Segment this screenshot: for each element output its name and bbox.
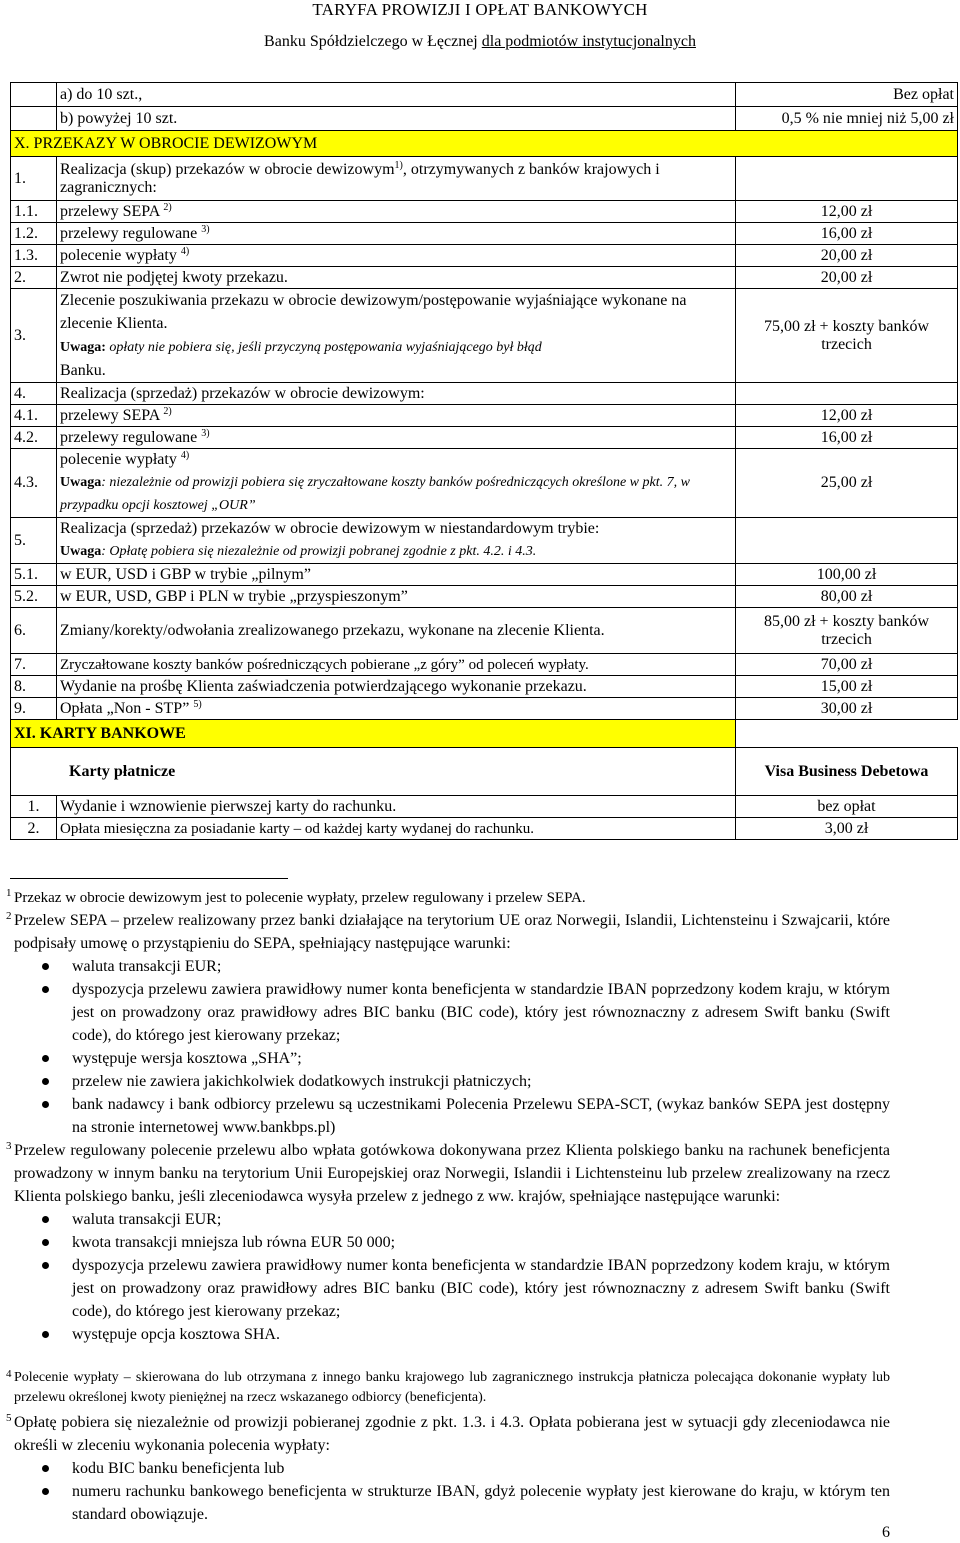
table-row <box>11 383 958 405</box>
row-label: w EUR, USD, GBP i PLN w trybie „przyspieszonym” <box>57 586 736 608</box>
row-fee: 25,00 zł <box>736 449 958 518</box>
row-number: 1.1. <box>11 201 57 223</box>
table-row <box>11 223 958 245</box>
list-item: dyspozycja przelewu zawiera prawidłowy numer konta beneficjenta w standardzie IBAN poprzedzony kodem kraju, w którym jest on prowadzony oraz prawidłowy adres BIC banku (BIC code), który jest równoznaczny z adresem Swift banku (Swift code), do którego jest kierowany przekaz; <box>14 978 890 1047</box>
row-fee: 70,00 zł <box>736 654 958 676</box>
row-label: polecenie wypłaty $^{4)}$ Uwaga: niezależnie od prowizji pobiera się zryczałtowane koszty banków pośredniczących określone w pkt. 7, w przypadku opcji kosztowej „OUR” <box>57 449 736 518</box>
table-row <box>11 245 958 267</box>
table-row <box>11 405 958 427</box>
row-label: przelewy regulowane $^{3)}$ <box>57 427 736 449</box>
row-number: 2. <box>11 818 57 840</box>
list-item: kodu BIC banku beneficjenta lub <box>14 1457 890 1480</box>
row-fee: 100,00 zł <box>736 564 958 586</box>
cards-heading: Karty płatnicze <box>11 748 736 796</box>
row-label: Opłata miesięczna za posiadanie karty – od każdej karty wydanej do rachunku. <box>57 818 736 840</box>
list-item: przelew nie zawiera jakichkolwiek dodatkowych instrukcji płatniczych; <box>14 1070 890 1093</box>
table-row <box>11 796 958 818</box>
row-number: 4.1. <box>11 405 57 427</box>
row-label: przelewy SEPA $^{2)}$ <box>57 405 736 427</box>
section-heading-xi: XI. KARTY BANKOWE <box>11 720 958 748</box>
row-number: 9. <box>11 698 57 720</box>
table-row <box>11 107 958 131</box>
document-title: TARYFA PROWIZJI I OPŁAT BANKOWYCH <box>312 0 648 19</box>
row-label: Realizacja (skup) przekazów w obrocie dewizowym$^{1)}$, otrzymywanych z banków krajowych i zagranicznych: <box>57 157 736 201</box>
list-item: numeru rachunku bankowego beneficjenta w strukturze IBAN, gdyż polecenie wypłaty jest kierowane do kraju, w którym ten standard obowiązuje. <box>14 1480 890 1526</box>
row-fee: 12,00 zł <box>736 405 958 427</box>
footnote-5: 5 Opłatę pobiera się niezależnie od prowizji pobieranej zgodnie z pkt. 1.3. i 4.3. Opłata pobierana jest w sytuacji gdy zleceniodawca nie określi w zleceniu wykonania polecenia wypłaty: kodu BIC banku beneficjenta lub numeru rachunku bankowego beneficjenta w strukturze IBAN, gdyż polecenie wypłaty jest kierowane do kraju, w którym ten standard obowiązuje. <box>14 1411 890 1526</box>
row-fee: 16,00 zł <box>736 223 958 245</box>
table-row <box>11 676 958 698</box>
row-label: Zlecenie poszukiwania przekazu w obrocie dewizowym/postępowanie wyjaśniające wykonane na zlecenie Klienta. Uwaga: opłaty nie pobiera się, jeśli przyczyną postępowania wyjaśniającego był błąd Banku. <box>57 289 736 383</box>
table-row <box>11 267 958 289</box>
table-row <box>11 289 958 383</box>
cards-column-header: Visa Business Debetowa <box>736 748 958 796</box>
row-fee: 30,00 zł <box>736 698 958 720</box>
table-row <box>11 83 958 107</box>
row-fee: bez opłat <box>736 796 958 818</box>
footnote-4: 4 Polecenie wypłaty – skierowana do lub otrzymana z innego banku krajowego lub zagranicznego instrukcja płatnicza polecająca dokonanie wypłaty lub przelewu określonej kwoty pieniężnej na rzecz wskazanego odbiorcy (beneficjenta). <box>6 1368 890 1405</box>
row-fee: 16,00 zł <box>736 427 958 449</box>
row-number: 5.1. <box>11 564 57 586</box>
row-label: przelewy SEPA $^{2)}$ <box>57 201 736 223</box>
row-label: Zwrot nie podjętej kwoty przekazu. <box>57 267 736 289</box>
row-label: Wydanie i wznowienie pierwszej karty do rachunku. <box>57 796 736 818</box>
row-fee: Bez opłat <box>736 83 958 107</box>
document-subtitle: Banku Spółdzielczego w Łęcznej dla podmiotów instytucjonalnych <box>264 33 696 50</box>
footnote-3: 3 Przelew regulowany polecenie przelewu albo wpłata gotówkowa dokonywana przez Klienta polskiego banku na rachunek beneficjenta prowadzony w innym banku na terytorium Unii Europejskiej oraz Norwegii, Islandii i Lichtensteinu lub przelew zrealizowany na rzecz Klienta polskiego banku, jeśli zleceniodawca wysyła przelew z jednego z ww. krajów, spełniające następujące warunki: waluta transakcji EUR; kwota transakcji mniejsza lub równa EUR 50 000; dyspozycja przelewu zawiera prawidłowy numer konta beneficjenta w standardzie IBAN poprzedzony kodem kraju, w którym jest on prowadzony oraz prawidłowy adres BIC banku (BIC code), który jest równoznaczny z adresem Swift banku (Swift code), do którego jest kierowany przekaz; występuje opcja kosztowa SHA. <box>14 1139 890 1346</box>
row-number: 2. <box>11 267 57 289</box>
row-number: 4. <box>11 383 57 405</box>
row-label: Realizacja (sprzedaż) przekazów w obrocie dewizowym w niestandardowym trybie: Uwaga: Opłatę pobiera się niezależnie od prowizji pobranej zgodnie z pkt. 4.2. i 4.3. <box>57 518 736 564</box>
footnote-1: 1 Przekaz w obrocie dewizowym jest to polecenie wypłaty, przelew regulowany i przelew SEPA. <box>6 887 586 906</box>
section-heading-x: X. PRZEKAZY W OBROCIE DEWIZOWYM <box>11 131 958 157</box>
row-fee: 75,00 zł + koszty banków trzecich <box>736 289 958 383</box>
row-fee: 20,00 zł <box>736 267 958 289</box>
row-label: a) do 10 szt., <box>57 83 736 107</box>
list-item: kwota transakcji mniejsza lub równa EUR 50 000; <box>14 1231 890 1254</box>
footnote-separator <box>10 878 288 879</box>
table-row <box>11 818 958 840</box>
table-row <box>11 608 958 654</box>
row-number: 4.3. <box>11 449 57 518</box>
table-row <box>11 564 958 586</box>
table-row <box>11 427 958 449</box>
table-row <box>11 586 958 608</box>
row-number: 1. <box>11 796 57 818</box>
footnote-2: 2 Przelew SEPA – przelew realizowany przez banki działające na terytorium UE oraz Norwegii, Islandii, Lichtensteinu i Szwajcarii, które podpisały umowę o przystąpieniu do SEPA, spełniający następujące warunki: waluta transakcji EUR; dyspozycja przelewu zawiera prawidłowy numer konta beneficjenta w standardzie IBAN poprzedzony kodem kraju, w którym jest on prowadzony oraz prawidłowy adres BIC banku (BIC code), który jest równoznaczny z adresem Swift banku (Swift code), do którego jest kierowany przekaz; występuje wersja kosztowa „SHA”; przelew nie zawiera jakichkolwiek dodatkowych instrukcji płatniczych; bank nadawcy i bank odbiorcy przelewu są uczestnikami Polecenia Przelewu SEPA-SCT, (wykaz banków SEPA jest dostępny na stronie internetowej www.bankbps.pl) <box>14 909 890 1139</box>
list-item: występuje opcja kosztowa SHA. <box>14 1323 890 1346</box>
table-row <box>11 201 958 223</box>
table-row <box>11 518 958 564</box>
table-row <box>11 698 958 720</box>
row-number: 1.3. <box>11 245 57 267</box>
list-item: waluta transakcji EUR; <box>14 1208 890 1231</box>
list-item: występuje wersja kosztowa „SHA”; <box>14 1047 890 1070</box>
row-fee: 12,00 zł <box>736 201 958 223</box>
row-label: Opłata „Non - STP” $^{5)}$ <box>57 698 736 720</box>
fee-table <box>10 82 958 840</box>
row-label: Zryczałtowane koszty banków pośredniczących pobierane „z góry” od poleceń wypłaty. <box>57 654 736 676</box>
row-label: Zmiany/korekty/odwołania zrealizowanego przekazu, wykonane na zlecenie Klienta. <box>57 608 736 654</box>
row-fee: 20,00 zł <box>736 245 958 267</box>
page-number: 6 <box>882 1524 890 1541</box>
list-item: bank nadawcy i bank odbiorcy przelewu są uczestnikami Polecenia Przelewu SEPA-SCT, (wykaz banków SEPA jest dostępny na stronie internetowej www.bankbps.pl) <box>14 1093 890 1139</box>
table-row <box>11 654 958 676</box>
row-number: 5.2. <box>11 586 57 608</box>
row-fee: 15,00 zł <box>736 676 958 698</box>
row-label: przelewy regulowane $^{3)}$ <box>57 223 736 245</box>
row-number: 6. <box>11 608 57 654</box>
row-label: polecenie wypłaty $^{4)}$ <box>57 245 736 267</box>
row-fee: 3,00 zł <box>736 818 958 840</box>
row-fee: 0,5 % nie mniej niż 5,00 zł <box>736 107 958 131</box>
row-number: 1.2. <box>11 223 57 245</box>
row-fee: 85,00 zł + koszty banków trzecich <box>736 608 958 654</box>
cards-header-row <box>11 748 958 796</box>
row-label: Realizacja (sprzedaż) przekazów w obrocie dewizowym: <box>57 383 736 405</box>
row-number: 7. <box>11 654 57 676</box>
row-fee: 80,00 zł <box>736 586 958 608</box>
table-row <box>11 449 958 518</box>
list-item: waluta transakcji EUR; <box>14 955 890 978</box>
table-row <box>11 157 958 201</box>
row-label: b) powyżej 10 szt. <box>57 107 736 131</box>
list-item: dyspozycja przelewu zawiera prawidłowy numer konta beneficjenta w standardzie IBAN poprzedzony kodem kraju, w którym jest on prowadzony oraz prawidłowy adres BIC banku (BIC code), który jest równoznaczny z adresem Swift banku (Swift code), do którego jest kierowany przekaz; <box>14 1254 890 1323</box>
row-number: 5. <box>11 518 57 564</box>
row-label: Wydanie na prośbę Klienta zaświadczenia potwierdzającego wykonanie przekazu. <box>57 676 736 698</box>
row-number: 4.2. <box>11 427 57 449</box>
row-number: 1. <box>11 157 57 201</box>
row-number: 3. <box>11 289 57 383</box>
row-number: 8. <box>11 676 57 698</box>
row-label: w EUR, USD i GBP w trybie „pilnym” <box>57 564 736 586</box>
